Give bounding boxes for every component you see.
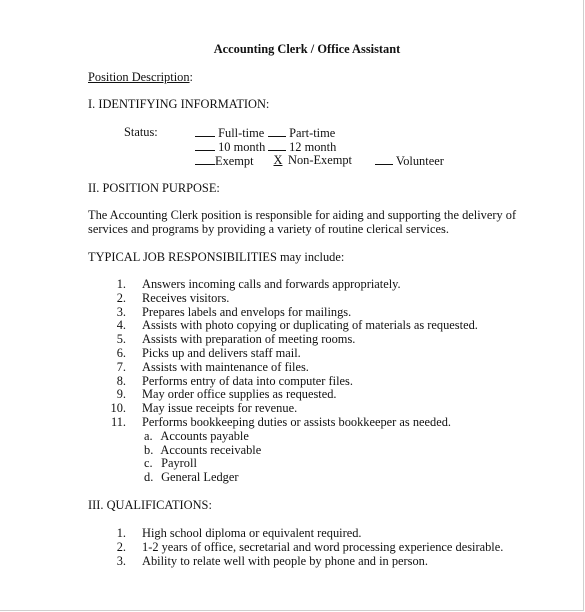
responsibility-item-text: May issue receipts for revenue. [142,401,298,416]
qualification-item-text: Ability to relate well with people by phone and in person. [142,553,428,568]
responsibility-item-text: Assists with preparation of meeting rooms. [142,332,356,347]
section-qualifications-heading: III. QUALIFICATIONS: [88,498,212,512]
bookkeeping-subitem [144,429,249,443]
responsibility-item-number: 1. [116,277,126,291]
status-label: Status: [124,125,158,139]
purpose-line-2: services and programs by providing a variety of routine clerical services. [88,222,449,236]
volunteer-label: Volunteer [395,154,444,168]
non-exempt-mark: X [273,153,283,167]
option-full-time [195,125,264,140]
qualification-item-number: 3. [116,553,126,568]
bookkeeping-subitem [144,443,261,457]
position-description-heading [88,70,193,84]
full-time-label: Full-time [218,126,265,140]
twelve-month-blank [268,139,286,151]
option-volunteer [375,153,444,168]
responsibilities-heading: TYPICAL JOB RESPONSIBILITIES may include: [88,250,345,264]
full-time-blank [195,125,215,137]
option-exempt [195,153,254,168]
option-12-month [268,139,336,154]
responsibility-item-number: 6. [116,346,126,360]
subitem-letter: b. [144,442,154,457]
subitem-text: Payroll [158,456,197,471]
responsibility-item-number: 4. [116,318,126,333]
responsibility-item-number: 7. [116,359,126,374]
responsibility-item-text: Performs bookkeeping duties or assists bookkeeper as needed. [142,415,452,429]
position-description-label: Position Description [88,70,190,84]
responsibility-item-number: 3. [116,304,126,319]
option-non-exempt [268,153,352,167]
responsibility-item-number: 10. [110,401,126,416]
responsibility-item-text: Receives visitors. [142,290,230,305]
option-part-time [268,125,335,140]
section-identifying-heading: I. IDENTIFYING INFORMATION: [88,97,270,111]
document-title: Accounting Clerk / Office Assistant [213,42,401,56]
responsibility-item-number: 9. [116,387,126,402]
section-purpose-heading: II. POSITION PURPOSE: [88,181,220,195]
responsibility-item-text: Assists with maintenance of files. [142,359,309,374]
responsibility-item-number: 2. [116,290,126,305]
responsibility-item-number: 5. [116,332,126,347]
subitem-letter: d. [144,470,154,485]
bookkeeping-subitem [144,470,239,484]
volunteer-blank [375,153,393,165]
responsibility-item-number: 11. [110,415,126,429]
responsibility-item-number: 8. [116,373,126,388]
subitem-letter: c. [144,456,153,471]
responsibility-item-text: Assists with photo copying or duplicating of materials as requested. [142,318,478,333]
responsibility-item-text: Performs entry of data into computer files. [142,373,353,388]
non-exempt-label: Non-Exempt [288,153,353,167]
subitem-text: Accounts receivable [158,442,262,457]
part-time-label: Part-time [289,126,336,140]
qualification-item-number: 2. [116,539,126,554]
twelve-month-label: 12 month [289,140,337,154]
exempt-label: Exempt [215,154,254,168]
responsibility-item-text: May order office supplies as requested. [142,387,337,402]
exempt-blank [195,153,215,165]
qualification-item-number: 1. [116,526,126,540]
qualification-item-text: High school diploma or equivalent required. [142,526,362,540]
subitem-letter: a. [144,428,153,443]
position-description-colon: : [189,70,193,84]
qualification-item-text: 1-2 years of office, secretarial and word processing experience desirable. [142,539,504,554]
ten-month-label: 10 month [218,140,266,154]
responsibility-item-text: Answers incoming calls and forwards appropriately. [142,277,401,291]
part-time-blank [268,125,286,137]
option-10-month [195,139,265,154]
bookkeeping-subitem [144,456,197,470]
responsibility-item-text: Prepares labels and envelops for mailings. [142,304,352,319]
subitem-text: Accounts payable [158,428,249,443]
subitem-text: General Ledger [158,470,239,485]
responsibility-item-text: Picks up and delivers staff mail. [142,346,301,360]
purpose-line-1: The Accounting Clerk position is responsible for aiding and supporting the delivery of [88,208,517,222]
ten-month-blank [195,139,215,151]
